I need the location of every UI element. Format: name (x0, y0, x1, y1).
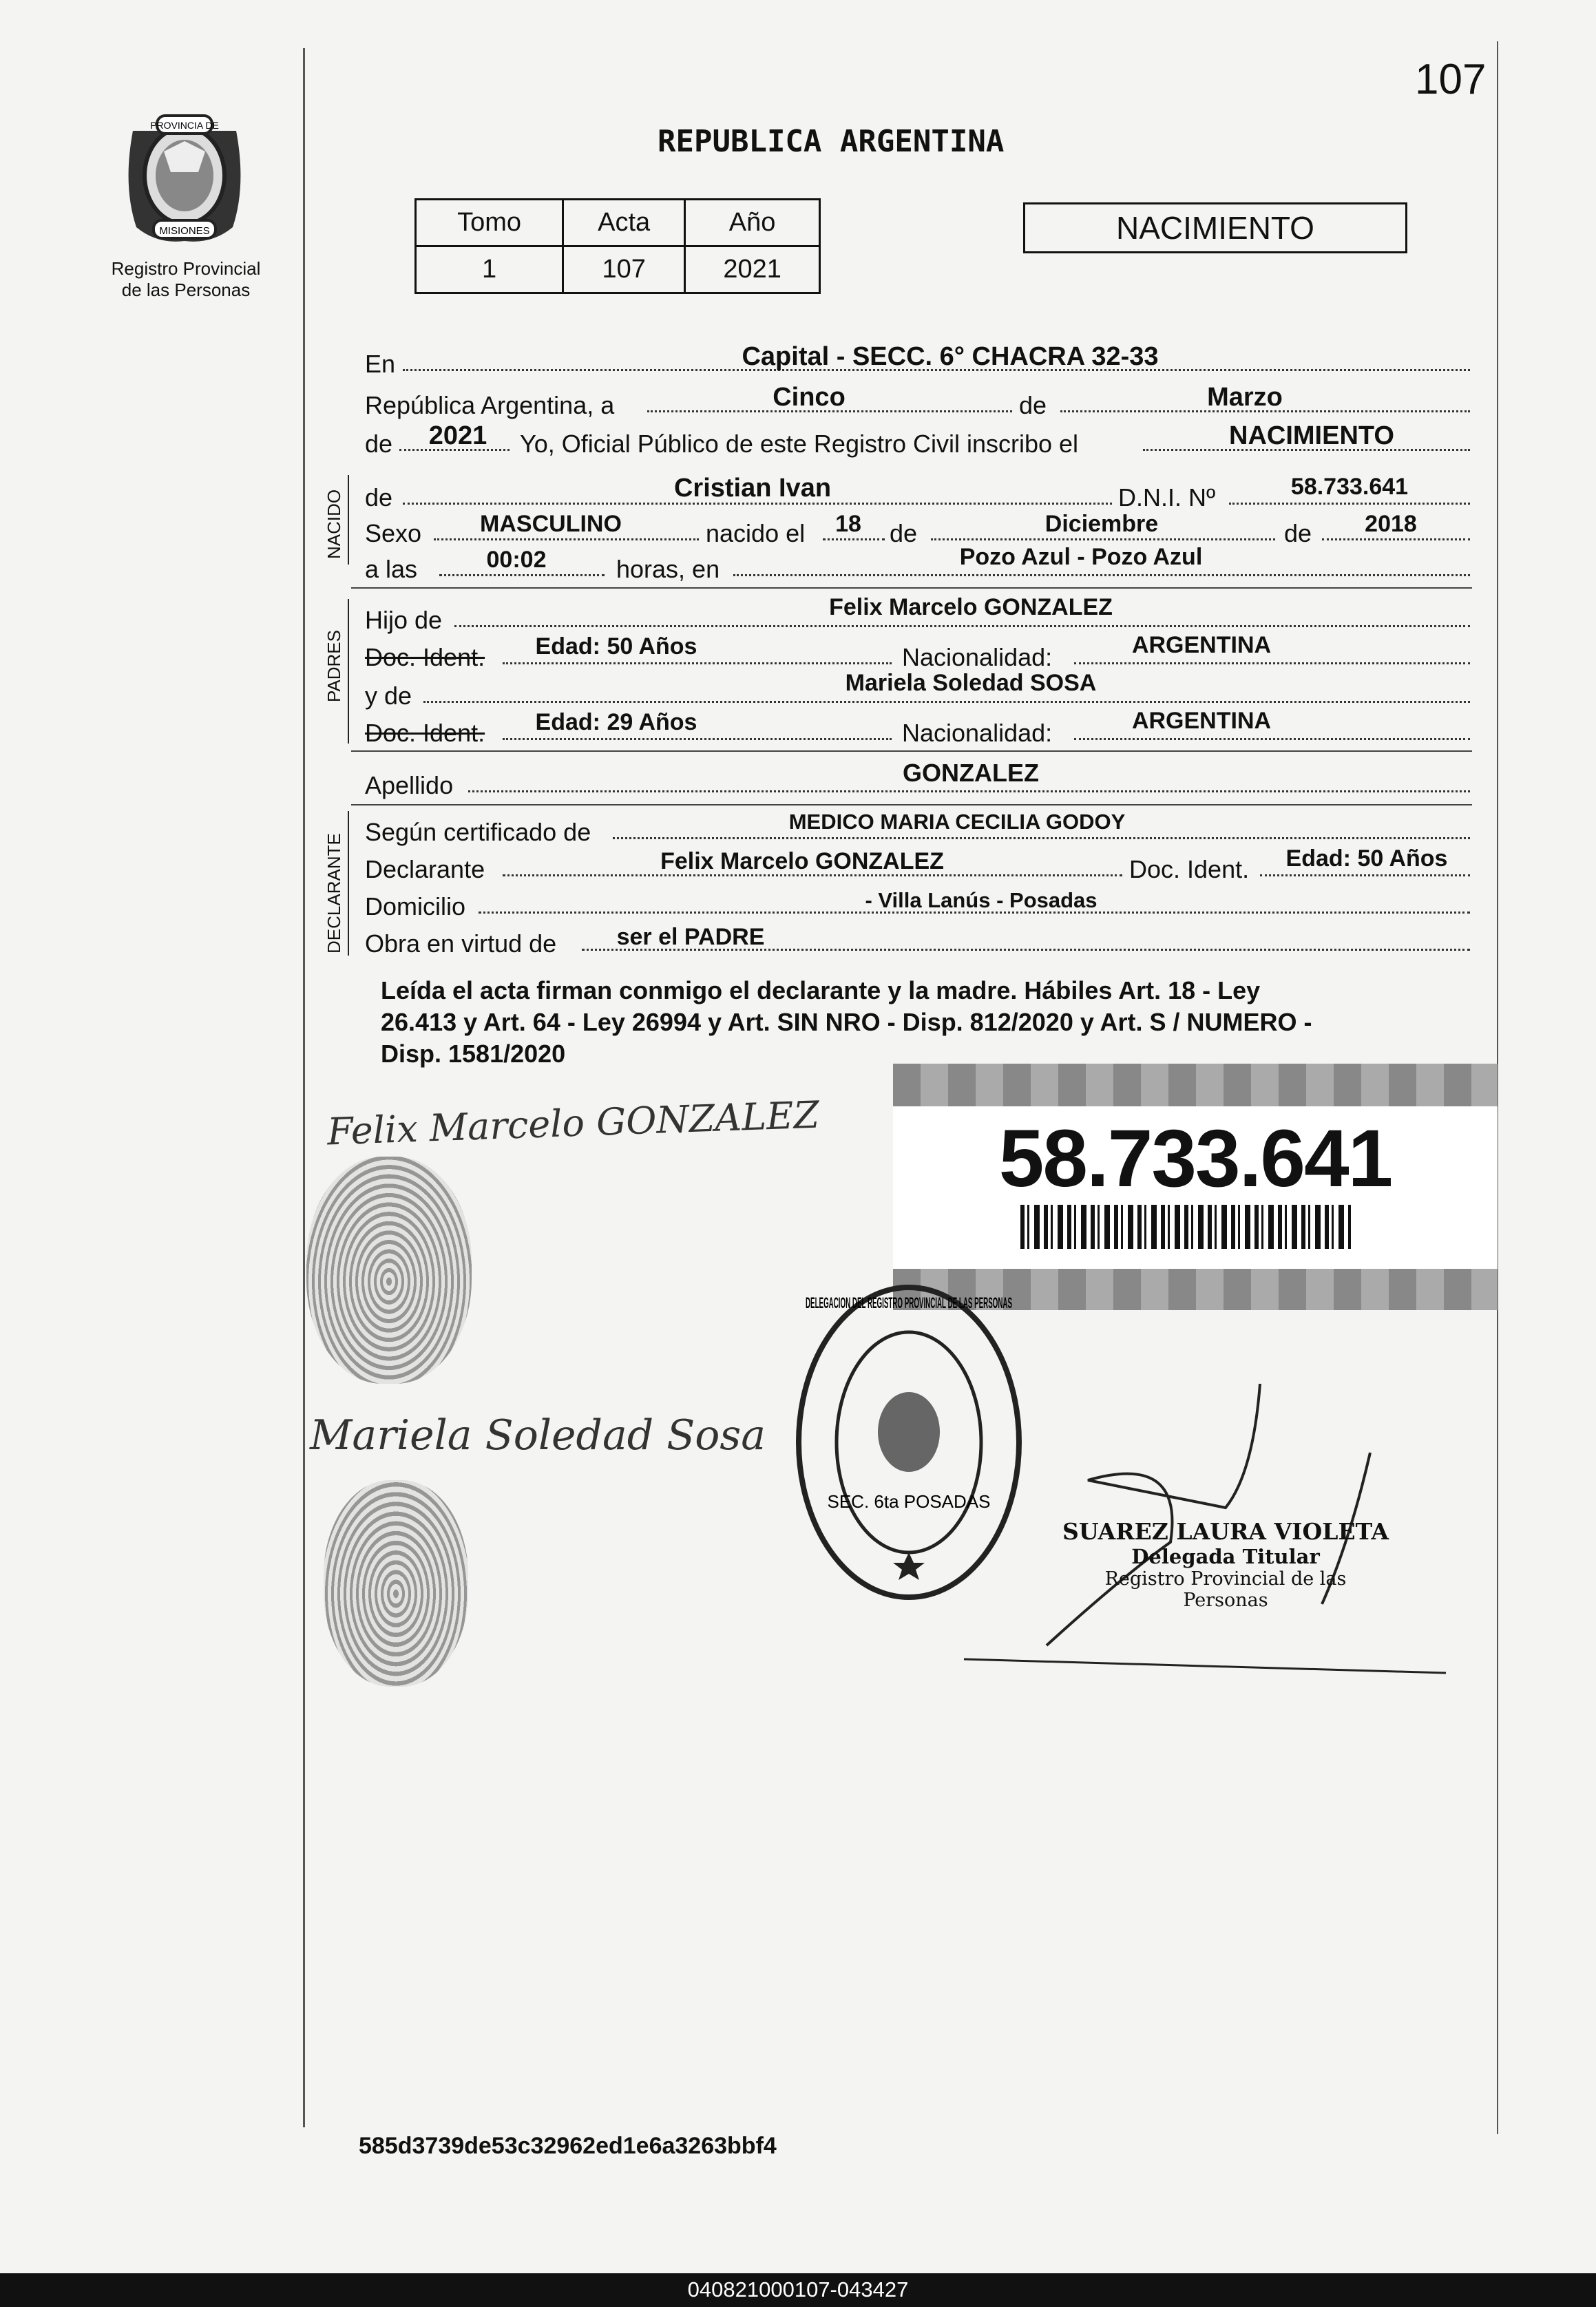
value-ano: 2021 (685, 246, 820, 293)
dni-label: D.N.I. Nº (1118, 483, 1216, 512)
logo-arc-top: PROVINCIA DE (150, 120, 219, 131)
registration-day: Cinco (773, 383, 846, 412)
dots (439, 574, 605, 576)
country-title: REPUBLICA ARGENTINA (658, 124, 1005, 159)
declarant-address: - Villa Lanús - Posadas (865, 888, 1098, 912)
section-bar (348, 599, 349, 744)
dots (423, 701, 1470, 703)
declarant-doc: Edad: 50 Años (1285, 845, 1448, 872)
declarant-reason: ser el PADRE (616, 924, 765, 950)
de-label: de (365, 483, 393, 512)
child-dni: 58.733.641 (1290, 474, 1409, 500)
nacido-label: nacido el (706, 519, 806, 547)
cert-label: Según certificado de (365, 818, 591, 846)
registration-month: Marzo (1207, 383, 1283, 412)
legal-line: Leída el acta firman conmigo el declarante y la madre. Hábiles Art. 18 - Ley (381, 976, 1261, 1004)
certificate-doctor: MEDICO MARIA CECILIA GODOY (788, 810, 1126, 834)
registration-act: NACIMIENTO (1229, 421, 1394, 450)
header-ano: Año (685, 200, 820, 246)
apellido-label: Apellido (365, 771, 454, 799)
doc-type-box: NACIMIENTO (1023, 202, 1407, 253)
rep-label: República Argentina, a (365, 391, 615, 419)
declarant-name: Felix Marcelo GONZALEZ (660, 848, 944, 874)
birth-time: 00:02 (486, 547, 547, 573)
page-number: 107 (1415, 56, 1487, 103)
de-label: de (1284, 519, 1312, 547)
legal-text (381, 975, 1312, 1070)
legal-line: 26.413 y Art. 64 - Ley 26994 y Art. SIN NRO - Disp. 812/2020 y Art. S / NUMERO - (381, 1008, 1312, 1036)
doc-label: Doc. Ident. (1129, 855, 1250, 883)
nacionalidad-label: Nacionalidad: (902, 643, 1053, 671)
dots (503, 662, 892, 664)
horas-label: horas, en (616, 555, 720, 583)
birth-year: 2018 (1365, 511, 1417, 537)
logo-arc-bottom: MISIONES (159, 225, 210, 237)
declarante-label: Declarante (365, 855, 485, 883)
record-table (414, 198, 821, 294)
dots (434, 538, 699, 540)
dni-sticker (893, 1064, 1498, 1310)
value-tomo: 1 (416, 246, 563, 293)
father-fingerprint (306, 1157, 472, 1384)
father-doc: Edad: 50 Años (535, 633, 697, 660)
agency-line2: de las Personas (121, 280, 251, 300)
separator (351, 750, 1472, 752)
section-bar (348, 811, 349, 956)
dots (931, 538, 1275, 540)
sexo-label: Sexo (365, 519, 422, 547)
agency-name (90, 258, 282, 301)
seal-center-text: SEC. 6ta POSADAS (827, 1491, 991, 1512)
mother-doc: Edad: 29 Años (535, 709, 697, 735)
domicilio-label: Domicilio (365, 892, 466, 920)
birth-month: Diciembre (1044, 511, 1159, 537)
father-name: Felix Marcelo GONZALEZ (829, 594, 1113, 620)
document-hash: 585d3739de53c32962ed1e6a3263bbf4 (359, 2133, 777, 2159)
hijo-label: Hijo de (365, 606, 443, 634)
separator (351, 587, 1472, 589)
dots (1074, 662, 1470, 664)
mother-nationality: ARGENTINA (1131, 708, 1272, 734)
registration-year: 2021 (428, 421, 487, 450)
birth-day: 18 (835, 511, 861, 537)
legal-line: Disp. 1581/2020 (381, 1040, 566, 1068)
dots (1229, 503, 1470, 505)
alas-label: a las (365, 555, 418, 583)
dots (823, 538, 885, 540)
sticker-number: 58.733.641 (998, 1113, 1392, 1204)
left-margin-line (303, 48, 305, 2127)
section-declarante: DECLARANTE (324, 833, 344, 954)
de-label: de (890, 519, 918, 547)
section-nacido: NACIDO (324, 489, 344, 559)
dots (468, 790, 1470, 792)
dots (1322, 538, 1470, 540)
yde-label: y de (365, 682, 412, 710)
nacionalidad-label: Nacionalidad: (902, 719, 1053, 747)
province-logo (116, 103, 253, 262)
doc-label: Doc. Ident. (365, 643, 485, 671)
child-sex: MASCULINO (480, 511, 622, 537)
official-title: Delegada Titular (1131, 1545, 1320, 1568)
seal-ring-text: DELEGACION DEL REGISTRO PROVINCIAL DE LAS PERSONAS (806, 1294, 1012, 1311)
mother-signature: Mariela Soledad Sosa (310, 1411, 766, 1460)
section-padres: PADRES (324, 630, 344, 702)
surname-value: GONZALEZ (903, 759, 1039, 787)
father-signature: Felix Marcelo GONZALEZ (326, 1093, 820, 1154)
mother-fingerprint (324, 1480, 468, 1687)
barcode (1020, 1205, 1351, 1249)
official-signature-stroke (964, 1370, 1446, 1659)
mother-name: Mariela Soledad SOSA (845, 670, 1097, 696)
official-name: SUAREZ LAURA VIOLETA (1062, 1518, 1389, 1545)
separator (351, 804, 1472, 805)
birth-place: Pozo Azul - Pozo Azul (959, 544, 1203, 570)
father-nationality: ARGENTINA (1131, 632, 1272, 658)
dots (1260, 874, 1470, 876)
value-acta: 107 (563, 246, 685, 293)
birth-registration-place: Capital - SECC. 6° CHACRA 32-33 (742, 342, 1159, 371)
official-agency: Registro Provincial de las Personas (1104, 1568, 1347, 1611)
official-block (1060, 1518, 1391, 1611)
doc-label: Doc. Ident. (365, 719, 485, 747)
oficial-label: Yo, Oficial Público de este Registro Civil inscribo el (520, 430, 1079, 458)
dots (454, 625, 1470, 627)
sticker-band-top (893, 1064, 1498, 1106)
de-label: de (365, 430, 393, 458)
de-label: de (1019, 391, 1047, 419)
footer-code: 040821000107-043427 (687, 2277, 909, 2301)
obra-label: Obra en virtud de (365, 929, 557, 958)
dots (503, 738, 892, 740)
dots (1074, 738, 1470, 740)
header-tomo: Tomo (416, 200, 563, 246)
dots (733, 574, 1470, 576)
header-acta: Acta (563, 200, 685, 246)
en-label: En (365, 350, 396, 378)
child-name: Cristian Ivan (673, 474, 832, 503)
dots (613, 837, 1470, 839)
agency-line1: Registro Provincial (111, 258, 261, 279)
section-bar (348, 475, 349, 565)
